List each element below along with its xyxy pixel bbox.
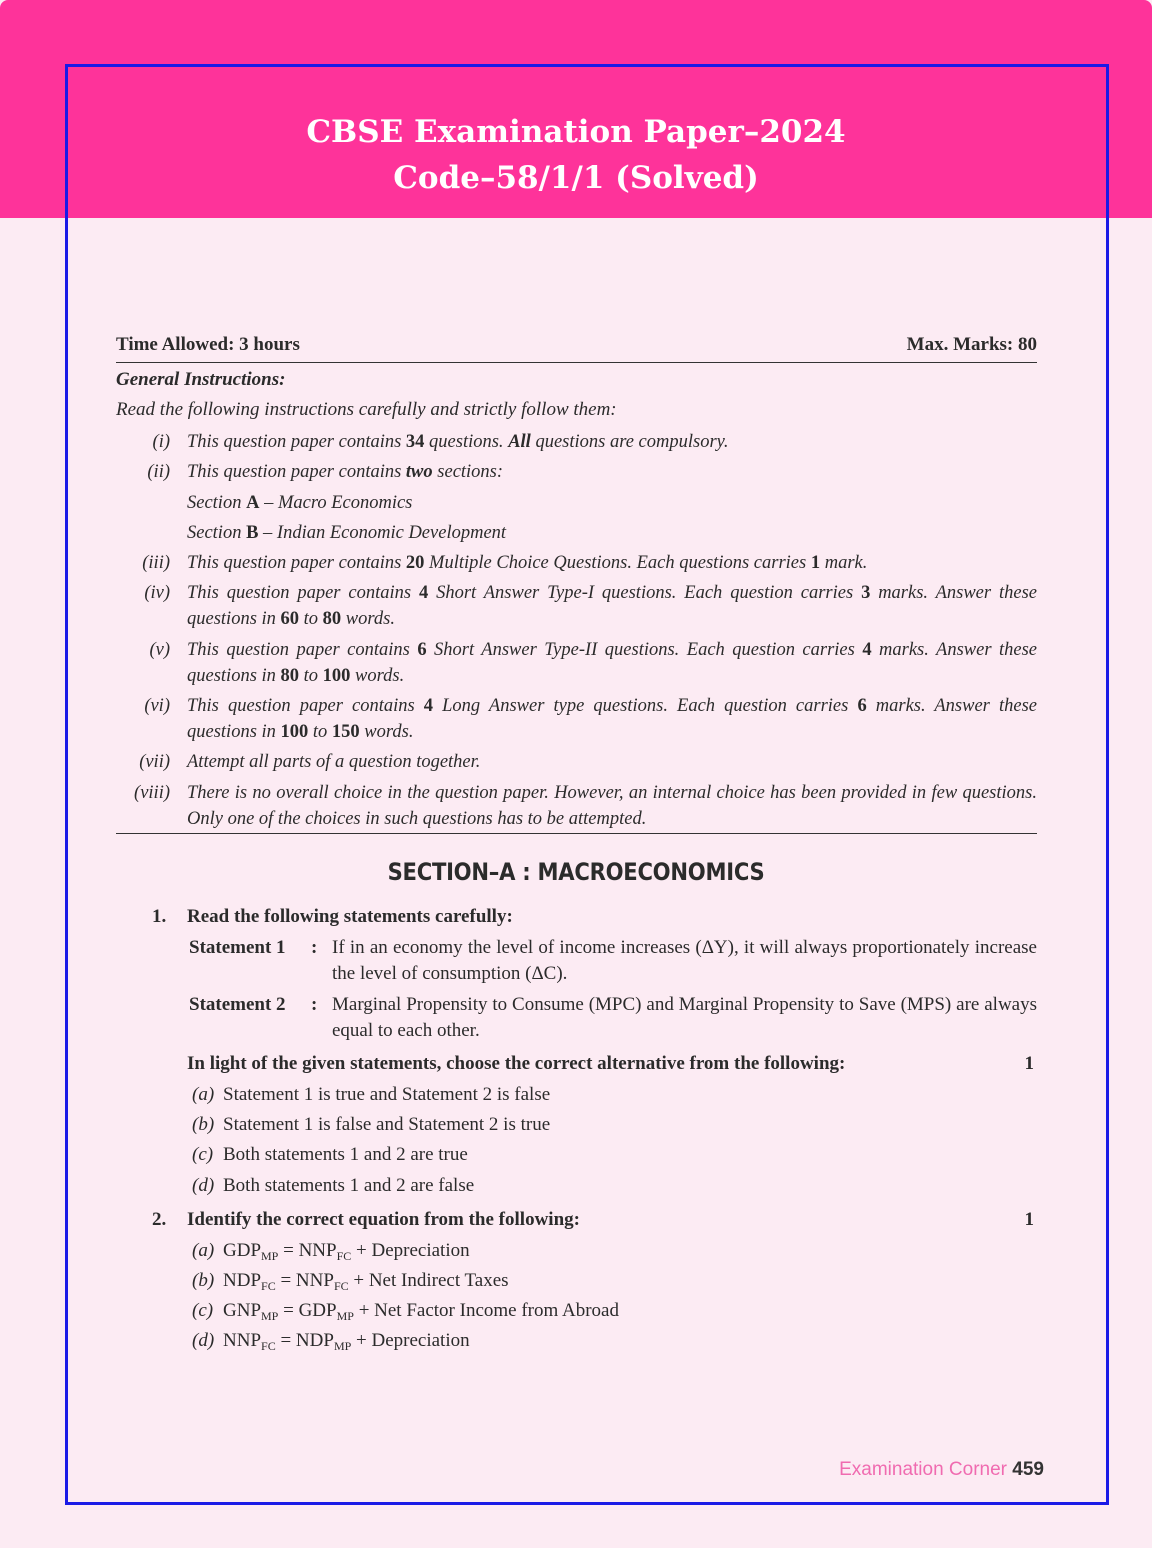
instruction-item: (iii) This question paper contains 20 Multiple Choice Questions. Each questions carries 1 mark. (116, 550, 1037, 576)
option-a: (a) $GDP_{MP} = NNP_{FC}$ + Depreciation (192, 1240, 470, 1263)
section-a-line: Section A – Macro Economics (187, 493, 413, 513)
instruction-number: (iii) (142, 553, 170, 573)
instruction-number: (v) (149, 640, 170, 660)
question-text: Read the following statements carefully: (187, 906, 513, 927)
instruction-number: (i) (152, 432, 170, 452)
instruction-number: (vi) (144, 696, 170, 716)
option-d: (d) Both statements 1 and 2 are false (192, 1175, 475, 1196)
statement-1: Statement 1 : If in an economy the level of income increases (ΔY), it will always proportionately increase the level of consumption (ΔC). (189, 935, 1037, 987)
instruction-number: (ii) (147, 462, 170, 482)
question-marks: 1 (1024, 1053, 1034, 1074)
instructions-intro: Read the following instructions carefully and strictly follow them: (116, 399, 617, 420)
section-title: SECTION–A : MACROECONOMICS (387, 858, 765, 886)
question-text: Identify the correct equation from the following: (187, 1209, 580, 1230)
statement-label: Statement 2 (189, 994, 286, 1015)
option-b: (b) Statement 1 is false and Statement 2 is true (192, 1114, 551, 1135)
instructions-heading: General Instructions: (116, 369, 286, 390)
option-a: (a) Statement 1 is true and Statement 2 is false (192, 1084, 551, 1105)
question-number: 1. (152, 906, 167, 927)
max-marks: Max. Marks: 80 (906, 334, 1037, 355)
paper-code: Code–58/1/1 (Solved) (393, 160, 759, 196)
option-b: (b) $NDP_{FC} = NNP_{FC}$ + Net Indirect Taxes (192, 1270, 509, 1293)
page-number: 459 (1012, 1459, 1044, 1480)
instruction-item: (v) This question paper contains 6 Short Answer Type-II questions. Each question carries 4 marks. Answer these questions in 80 to 100 words. (116, 637, 1037, 689)
instruction-item: (vii) Attempt all parts of a question together. (116, 749, 1037, 775)
time-allowed: Time Allowed: 3 hours (116, 334, 300, 355)
statement-text: If in an economy the level of income increases (ΔY), it will always proportionately increase the level of consumption (ΔC). (332, 937, 1037, 984)
prompt-text: In light of the given statements, choose the correct alternative from the following: (187, 1053, 846, 1074)
instruction-number: (iv) (144, 583, 170, 603)
page-footer (839, 1459, 1044, 1481)
instruction-item: (iv) This question paper contains 4 Short Answer Type-I questions. Each question carries 3 marks. Answer these questions in 60 to 80 words. (116, 580, 1037, 632)
option-d: (d) $NNP_{FC} = NDP_{MP}$ + Depreciation (192, 1330, 470, 1353)
footer-label: Examination Corner (839, 1459, 1008, 1480)
option-c: (c) Both statements 1 and 2 are true (192, 1144, 468, 1165)
instruction-item: (ii) This question paper contains two sections: (116, 459, 1037, 485)
instruction-number: (vii) (139, 752, 170, 772)
statement-text: Marginal Propensity to Consume (MPC) and Marginal Propensity to Save (MPS) are always equal to each other. (332, 994, 1037, 1041)
question-number: 2. (152, 1209, 167, 1230)
instruction-item: (vi) This question paper contains 4 Long Answer type questions. Each question carries 6 marks. Answer these questions in 100 to 150 words. (116, 693, 1037, 745)
exam-meta (116, 334, 1037, 363)
instructions-divider (116, 833, 1037, 834)
question-marks: 1 (1024, 1209, 1034, 1230)
section-b-line: Section B – Indian Economic Development (187, 523, 507, 543)
option-c: (c) $GNP_{MP} = GDP_{MP}$ + Net Factor Income from Abroad (192, 1300, 619, 1323)
statement-2: Statement 2 : Marginal Propensity to Consume (MPC) and Marginal Propensity to Save (MPS) are always equal to each other. (189, 992, 1037, 1044)
paper-title: CBSE Examination Paper–2024 (306, 114, 846, 150)
statement-label: Statement 1 (189, 937, 286, 958)
instruction-item: (i) This question paper contains 34 questions. All questions are compulsory. (116, 429, 1037, 455)
instruction-item: (viii) There is no overall choice in the question paper. However, an internal choice has been provided in few questions. Only one of the choices in such questions has to be attempted. (116, 780, 1037, 832)
instruction-number: (viii) (134, 783, 170, 803)
